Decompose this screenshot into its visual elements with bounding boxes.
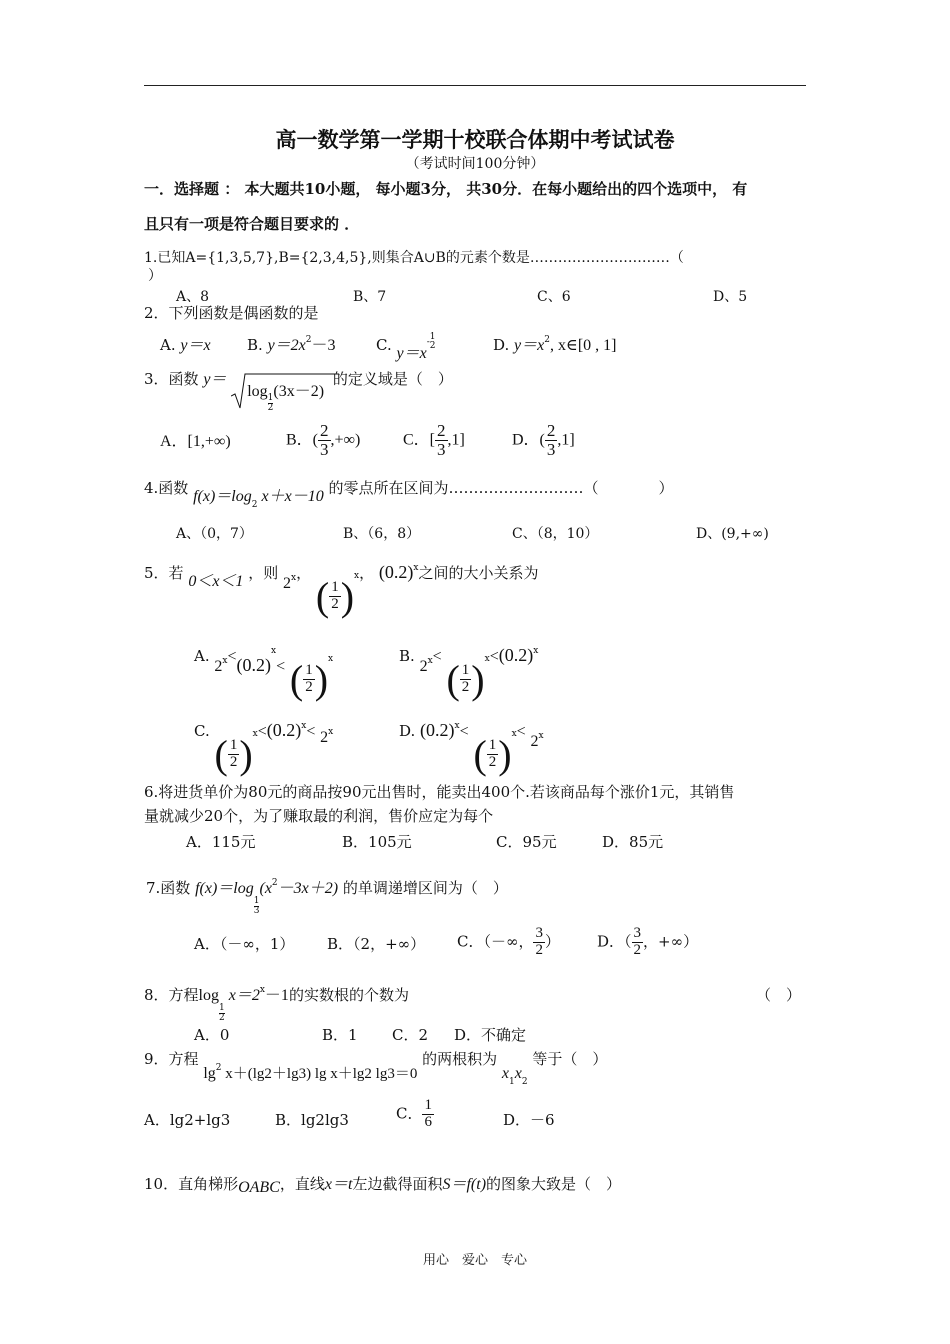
q3-c-pre: C．[: [403, 431, 436, 449]
q5a-t3-exp: x: [271, 646, 277, 656]
q9-eq2: x＋(lg2＋lg3) lg x＋lg2 lg3＝0: [221, 1066, 418, 1082]
q5c-half-den: 2: [229, 753, 238, 770]
q5b-half-exp: x: [484, 654, 490, 664]
q2-c-exp-den: 2: [429, 340, 436, 351]
q5c-lt2: <: [306, 723, 316, 740]
q7-arg-tail: －3x＋2): [277, 880, 339, 897]
q1-option-b: B、7: [353, 289, 387, 305]
q9-c-num: 1: [424, 1097, 432, 1113]
q7-d-post: ，+∞）: [643, 932, 699, 951]
page-footer: 用心 爱心 专心: [422, 1253, 527, 1268]
q1-paren: ）: [148, 268, 162, 284]
q5-option-b: B. $2^x<$ ( $\frac{1}{2}$ )$^x<(0.2)^x$: [399, 645, 539, 702]
q6-stem-line2: 量就减少20个，为了赚取最的利润，售价应定为每个: [144, 807, 494, 825]
q5d-t1-exp: x: [538, 731, 544, 741]
q5a-t1-exp: x: [222, 656, 228, 666]
q5-term1-exp: x: [291, 573, 297, 583]
q9-eq1: lg: [203, 1065, 216, 1082]
q7-stem: [146, 875, 508, 916]
q5-label-b: B.: [399, 647, 415, 665]
q7-c-post: ）: [544, 932, 560, 951]
q5-stem-post: 之间的大小关系为: [418, 564, 539, 582]
q4-stem: [144, 475, 674, 510]
q10-stem-pre: 10．直角梯形: [144, 1175, 239, 1193]
q5b-t3: (0.2): [498, 645, 534, 665]
q10-stem-post: 的图象大致是（ ）: [486, 1175, 622, 1193]
q3-option-b: [286, 422, 360, 459]
q3-option-d: [512, 422, 575, 459]
q5c-half-num: 1: [229, 736, 238, 753]
q8-paren: （ ）: [756, 986, 802, 1004]
q8-log-base-num: 1: [219, 1003, 225, 1013]
q9-x1-var: x: [501, 1065, 510, 1082]
q5d-half-den: 2: [488, 753, 497, 770]
q10-line: x＝t: [324, 1176, 353, 1193]
q5-condition: 0＜x＜1: [188, 573, 244, 590]
q2-d-formula: y＝x: [514, 337, 545, 354]
q8-stem-pre: 8．方程: [144, 986, 199, 1004]
q3-d-num: 2: [546, 421, 556, 440]
q2-option-c: [376, 331, 436, 362]
q8-log-base-den: 2: [219, 1013, 225, 1023]
q2-b-formula: y＝2x: [267, 337, 306, 354]
q3-arg: (3x－2): [273, 383, 325, 400]
q6-option-c: C．95元: [496, 833, 557, 851]
q7-arg: (x: [259, 880, 272, 897]
q9-x2-var: x: [514, 1065, 522, 1082]
q5-option-c: C. ( $\frac{1}{2}$ )$^x<(0.2)^x< 2^x$: [194, 720, 334, 777]
q2-c-exp-num: 1: [429, 331, 436, 342]
q3-b-den: 3: [320, 439, 329, 459]
q3-c-den: 3: [437, 439, 446, 459]
q4-option-a: A、（0，7）: [176, 526, 253, 542]
q9-option-b: B．lg2lg3: [275, 1111, 349, 1129]
q8-eq: x＝2: [224, 987, 260, 1004]
q5a-half-num: 1: [305, 661, 313, 678]
q5-half-den: 2: [331, 595, 339, 612]
q7-stem-post: 的单调递增区间为（ ）: [342, 879, 508, 897]
q2-option-d: [493, 332, 617, 355]
q5b-t3-exp: x: [533, 646, 539, 656]
q5-stem: 5．若 0＜x＜1 ，则 2$^x$， ( $\frac{1}{2}$ )$^x$， $(0.2)^x$之间的大小关系为: [144, 562, 539, 619]
q8-log: log: [198, 987, 219, 1004]
q5-label-d: D.: [399, 722, 416, 740]
q5b-t1-exp: x: [427, 656, 433, 666]
q5-label-c: C.: [194, 722, 210, 740]
q9-x2-sub: 2: [521, 1077, 528, 1087]
q8-eq-tail: －1: [264, 987, 289, 1004]
q9-option-a: A．lg2+lg3: [144, 1111, 231, 1129]
q5-sep1: ，: [296, 564, 312, 582]
q9-mid: 的两根积为: [422, 1050, 498, 1068]
q7-c-num: 3: [535, 925, 543, 941]
q2-b-exp: 2: [305, 335, 312, 345]
q2-label-c: C.: [376, 336, 392, 354]
q5a-lt1: <: [227, 648, 237, 665]
q1-stem: 1.已知A={1,3,5,7},B={2,3,4,5},则集合A∪B的元素个数是…………………………（: [144, 250, 684, 266]
q5a-t1: 2: [214, 658, 223, 675]
q7-d-den: 2: [633, 941, 642, 958]
q3-b-num: 2: [320, 421, 329, 440]
q5-sep2: ，: [359, 564, 375, 582]
q4-log-base: 2: [251, 500, 258, 510]
q3-options: [160, 428, 231, 451]
q9-option-c: [396, 1098, 434, 1131]
q5d-t3: (0.2): [420, 720, 455, 740]
q5-term3-exp: x: [413, 563, 419, 573]
q4-func: f(x)＝log: [193, 488, 252, 505]
q5-stem-pre: 5．若: [144, 564, 184, 582]
q5d-lt2: <: [516, 723, 526, 740]
q5a-half-exp: x: [328, 654, 334, 664]
q7-d-num: 3: [633, 925, 642, 941]
q4-option-c: C、（8，10）: [512, 526, 599, 542]
q9-stem-post: 等于（ ）: [532, 1050, 608, 1068]
q9-option-d: D．－6: [503, 1111, 555, 1129]
q5c-lt1: <: [257, 723, 267, 740]
q5b-half-num: 1: [461, 661, 470, 678]
q2-stem: 2．下列函数是偶函数的是: [144, 304, 319, 322]
q10-oabc: OABC: [238, 1179, 280, 1196]
q8-stem-post: 的实数根的个数为: [288, 986, 409, 1004]
section-heading-line2: 且只有一项是符合题目要求的 ．: [144, 215, 360, 233]
q1-option-a: A、8: [176, 289, 210, 305]
q7-option-d: [597, 926, 698, 959]
q7-stem-pre: 7.函数: [146, 879, 191, 897]
q6-stem-line1: 6.将进货单价为80元的商品按90元出售时，能卖出400个.若该商品每个涨价1元，其销售: [144, 783, 735, 801]
q5c-half-exp: x: [252, 729, 258, 739]
q10-mid2: 左边截得面积: [352, 1175, 443, 1193]
q10-mid1: ，直线: [279, 1175, 325, 1193]
q7-option-c: [457, 926, 560, 959]
q4-stem-post: 的零点所在区间为………………………（ ）: [328, 479, 674, 497]
q5d-lt1: <: [459, 723, 469, 740]
q5b-t1: 2: [419, 658, 428, 675]
q2-d-tail: , x∈[0 , 1]: [550, 337, 617, 354]
q5a-t3: (0.2): [236, 655, 271, 675]
q5-half-num: 1: [331, 578, 339, 595]
q7-option-a: A．（－∞，1）: [194, 935, 295, 953]
q10-area: S＝f(t): [442, 1176, 487, 1193]
q5-option-a: A. $2^x<(0.2)^x<$ ( $\frac{1}{2}$ )$^x$: [194, 646, 334, 702]
q3-option-a: A．[1,+∞): [160, 433, 231, 450]
header-rule: [144, 85, 806, 86]
q5c-t1-exp: x: [328, 727, 334, 737]
q8-option-a: A．0: [194, 1026, 230, 1044]
q3-option-c: [403, 422, 465, 459]
q5d-half-num: 1: [488, 736, 497, 753]
q4-stem-pre: 4.函数: [144, 479, 189, 497]
q3-log: log: [247, 383, 268, 400]
q3-sqrt: [231, 378, 324, 413]
page-title: 高一数学第一学期十校联合体期中考试试卷: [275, 127, 675, 152]
q5c-t3-exp: x: [301, 721, 307, 731]
q3-c-post: ,1]: [447, 431, 465, 449]
q6-option-b: B．105元: [342, 833, 412, 851]
q6-option-d: D．85元: [602, 833, 664, 851]
q7-func: f(x)＝log: [195, 880, 254, 897]
q4-func-tail: x＋x－10: [257, 488, 324, 505]
q3-d-post: ,1]: [557, 431, 575, 449]
q5b-half-den: 2: [461, 678, 470, 695]
q3-func-y: y＝: [203, 371, 227, 388]
q5b-lt1: <: [432, 648, 442, 665]
q3-stem-post: 的定义域是（ ）: [332, 370, 453, 388]
q7-log-base-den: 3: [253, 906, 260, 916]
q2-a-formula: y＝x: [180, 337, 211, 354]
q3-stem-pre: 3．函数: [144, 370, 199, 388]
q3-b-post: ,+∞): [330, 431, 361, 449]
q7-d-pre: D．（: [597, 932, 632, 951]
q4-option-b: B、（6，8）: [343, 526, 421, 542]
section-heading-line1: 一．选择题 ： 本大题共10小题， 每小题3分， 共30分．在每小题给出的四个选项中， 有: [144, 180, 748, 198]
q8-option-c: C．2: [392, 1026, 429, 1044]
q1-option-c: C、6: [537, 289, 571, 305]
q6-option-a: A．115元: [186, 833, 256, 851]
q5d-t1: 2: [530, 733, 539, 750]
q2-c-formula: y＝x: [396, 345, 427, 362]
q2-c-exp-sign: -: [426, 337, 430, 347]
q1-option-d: D、5: [713, 289, 748, 305]
q3-d-den: 3: [546, 439, 556, 459]
q5-option-d: D. $(0.2)^x<$ ( $\frac{1}{2}$ )$^x< 2^x$: [399, 720, 544, 777]
q8-eq-exp: x: [259, 985, 265, 995]
q5a-lt2: <: [276, 658, 286, 675]
q3-b-pre: B．(: [286, 431, 319, 449]
q5c-t3: (0.2): [266, 720, 302, 740]
q5c-t1: 2: [320, 729, 329, 746]
q10-stem: [144, 1171, 621, 1194]
q5d-half-exp: x: [511, 729, 517, 739]
q5-label-a: A.: [194, 647, 210, 665]
q3-c-num: 2: [437, 421, 446, 440]
q8-option-d: D．不确定: [454, 1026, 527, 1044]
q7-arg-exp: 2: [271, 878, 278, 888]
q3-log-base-den: 2: [267, 403, 274, 413]
q9-x1-sub: 1: [509, 1077, 515, 1087]
q3-stem: [144, 366, 453, 413]
q3-d-pre: D．(: [512, 431, 545, 449]
q8-option-b: B．1: [322, 1026, 358, 1044]
q5b-lt2: <: [489, 648, 499, 665]
q2-label-d: D.: [493, 336, 510, 354]
q7-option-b: B．（2，+∞）: [327, 935, 426, 953]
q7-log-base-num: 1: [253, 896, 260, 906]
q2-option-a: [160, 332, 211, 355]
q2-label-b: B.: [247, 336, 263, 354]
q2-d-exp: 2: [544, 335, 550, 345]
q9-eq1-exp: 2: [215, 1063, 222, 1073]
q7-c-pre: C．（－∞，: [457, 932, 534, 951]
q5-comma: ，则: [248, 564, 279, 582]
q5-half-exp: x: [354, 571, 360, 581]
q4-option-d: D、(9,+∞): [696, 526, 769, 542]
q9-c-den: 6: [424, 1113, 432, 1130]
q2-label-a: A.: [160, 336, 176, 354]
q2-option-b: [247, 332, 336, 355]
q2-b-tail: －3: [311, 337, 336, 354]
q7-c-den: 2: [535, 941, 543, 958]
q8-stem: [144, 982, 409, 1023]
q9-stem: [144, 1048, 608, 1087]
q5-term1-base: 2: [283, 575, 292, 592]
q9-stem-pre: 9．方程: [144, 1050, 199, 1068]
q3-log-base-num: 1: [267, 393, 274, 403]
q9-c-pre: C．: [396, 1104, 423, 1123]
q5-term3-base: (0.2): [378, 562, 414, 582]
exam-duration: （考试时间100分钟）: [405, 156, 545, 172]
q5d-t3-exp: x: [454, 721, 460, 731]
q5a-half-den: 2: [305, 678, 313, 695]
